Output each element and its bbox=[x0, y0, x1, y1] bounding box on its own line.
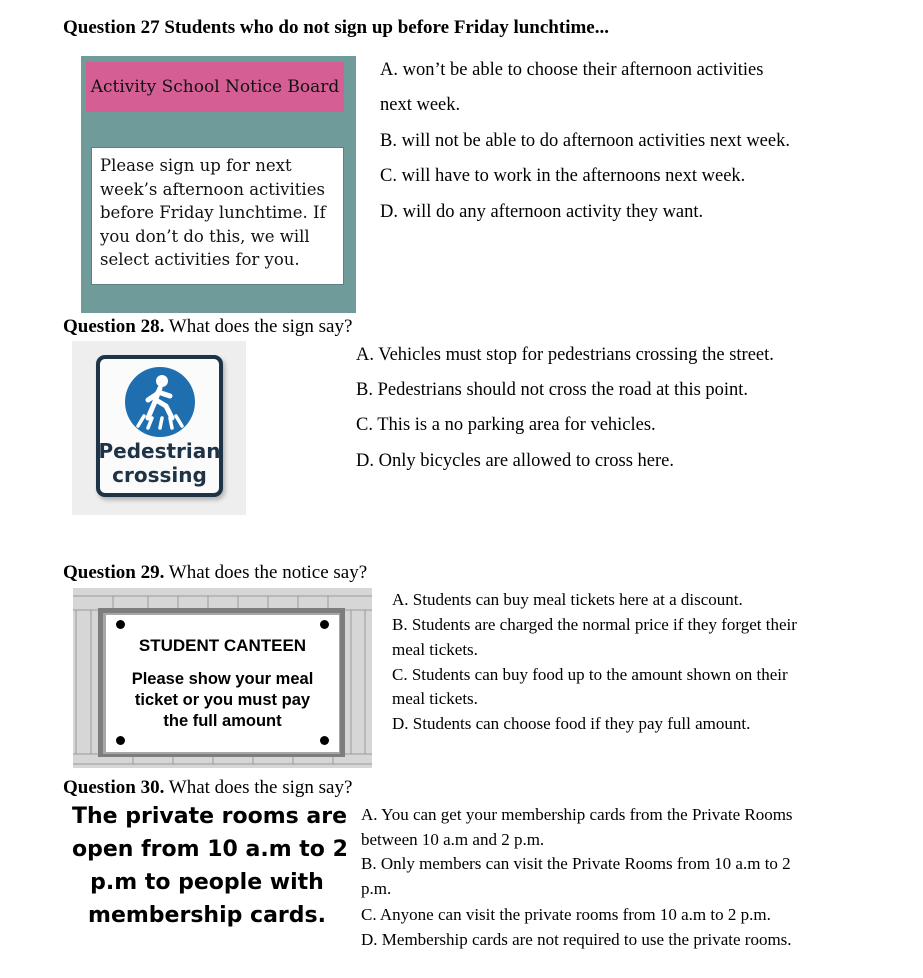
q30-option-a[interactable]: A. You can get your membership cards from the Private Rooms bbox=[361, 805, 793, 824]
q27-option-a[interactable]: A. won’t be able to choose their afternoon activities bbox=[380, 60, 764, 80]
canteen-line: ticket or you must pay bbox=[134, 691, 311, 709]
canteen-line: Please show your meal bbox=[131, 670, 314, 688]
sign-line: Pedestrian bbox=[98, 439, 221, 463]
q29-option-b[interactable]: B. Students are charged the normal price if they forget their bbox=[392, 615, 797, 634]
pin-dot bbox=[116, 736, 125, 745]
q28-option-a[interactable]: A. Vehicles must stop for pedestrians crossing the street. bbox=[356, 345, 774, 365]
q30-option-c[interactable]: C. Anyone can visit the private rooms from 10 a.m to 2 p.m. bbox=[361, 905, 771, 924]
q28-title: Question 28. What does the sign say? bbox=[63, 316, 353, 337]
notice-line: select activities for you. bbox=[100, 250, 300, 269]
notice-board-title: Activity School Notice Board bbox=[86, 62, 344, 112]
q29-option-c-cont: meal tickets. bbox=[392, 689, 478, 708]
pin-dot bbox=[116, 620, 125, 629]
q30-option-b[interactable]: B. Only members can visit the Private Rooms from 10 a.m to 2 bbox=[361, 854, 791, 873]
q29-option-b-cont: meal tickets. bbox=[392, 640, 478, 659]
q30-option-b-cont: p.m. bbox=[361, 879, 392, 898]
notice-line: week’s afternoon activities bbox=[100, 179, 325, 199]
notice-line: Please sign up for next bbox=[100, 156, 292, 175]
notice-line: you don’t do this, we will bbox=[100, 226, 310, 246]
sign-line: p.m to people with bbox=[90, 870, 324, 895]
pedestrian-crossing-icon bbox=[124, 366, 196, 438]
sign-line: membership cards. bbox=[88, 903, 326, 928]
q30-title: Question 30. What does the sign say? bbox=[63, 777, 353, 798]
canteen-heading: STUDENT CANTEEN bbox=[138, 636, 307, 655]
q27-option-a-cont: next week. bbox=[380, 95, 461, 115]
pin-dot bbox=[320, 620, 329, 629]
q27-option-b[interactable]: B. will not be able to do afternoon activities next week. bbox=[380, 131, 790, 151]
sign-line: crossing bbox=[112, 463, 207, 487]
q28-option-b[interactable]: B. Pedestrians should not cross the road at this point. bbox=[356, 380, 749, 400]
q27-option-d[interactable]: D. will do any afternoon activity they want. bbox=[380, 202, 704, 222]
q29-option-a[interactable]: A. Students can buy meal tickets here at a discount. bbox=[392, 590, 743, 609]
q30-option-d[interactable]: D. Membership cards are not required to use the private rooms. bbox=[361, 930, 792, 949]
q29-option-c[interactable]: C. Students can buy food up to the amount shown on their bbox=[392, 665, 788, 684]
sign-line: The private rooms are bbox=[72, 804, 348, 829]
q29-option-d[interactable]: D. Students can choose food if they pay full amount. bbox=[392, 714, 751, 733]
sign-line: open from 10 a.m to 2 bbox=[72, 837, 348, 862]
q28-option-c[interactable]: C. This is a no parking area for vehicles. bbox=[356, 415, 656, 435]
pedestrian-sign-text bbox=[98, 439, 221, 487]
notice-line: before Friday lunchtime. If bbox=[100, 203, 326, 222]
canteen-notice-text bbox=[106, 669, 339, 732]
q30-option-a-cont: between 10 a.m and 2 p.m. bbox=[361, 830, 545, 849]
notice-text bbox=[100, 154, 340, 272]
canteen-line: the full amount bbox=[163, 712, 282, 730]
private-rooms-sign bbox=[72, 800, 348, 932]
q29-title: Question 29. What does the notice say? bbox=[63, 562, 368, 583]
pin-dot bbox=[320, 736, 329, 745]
q27-title: Question 27 Students who do not sign up before Friday lunchtime... bbox=[63, 17, 609, 38]
q27-option-c[interactable]: C. will have to work in the afternoons next week. bbox=[380, 166, 746, 186]
q28-option-d[interactable]: D. Only bicycles are allowed to cross here. bbox=[356, 451, 674, 471]
